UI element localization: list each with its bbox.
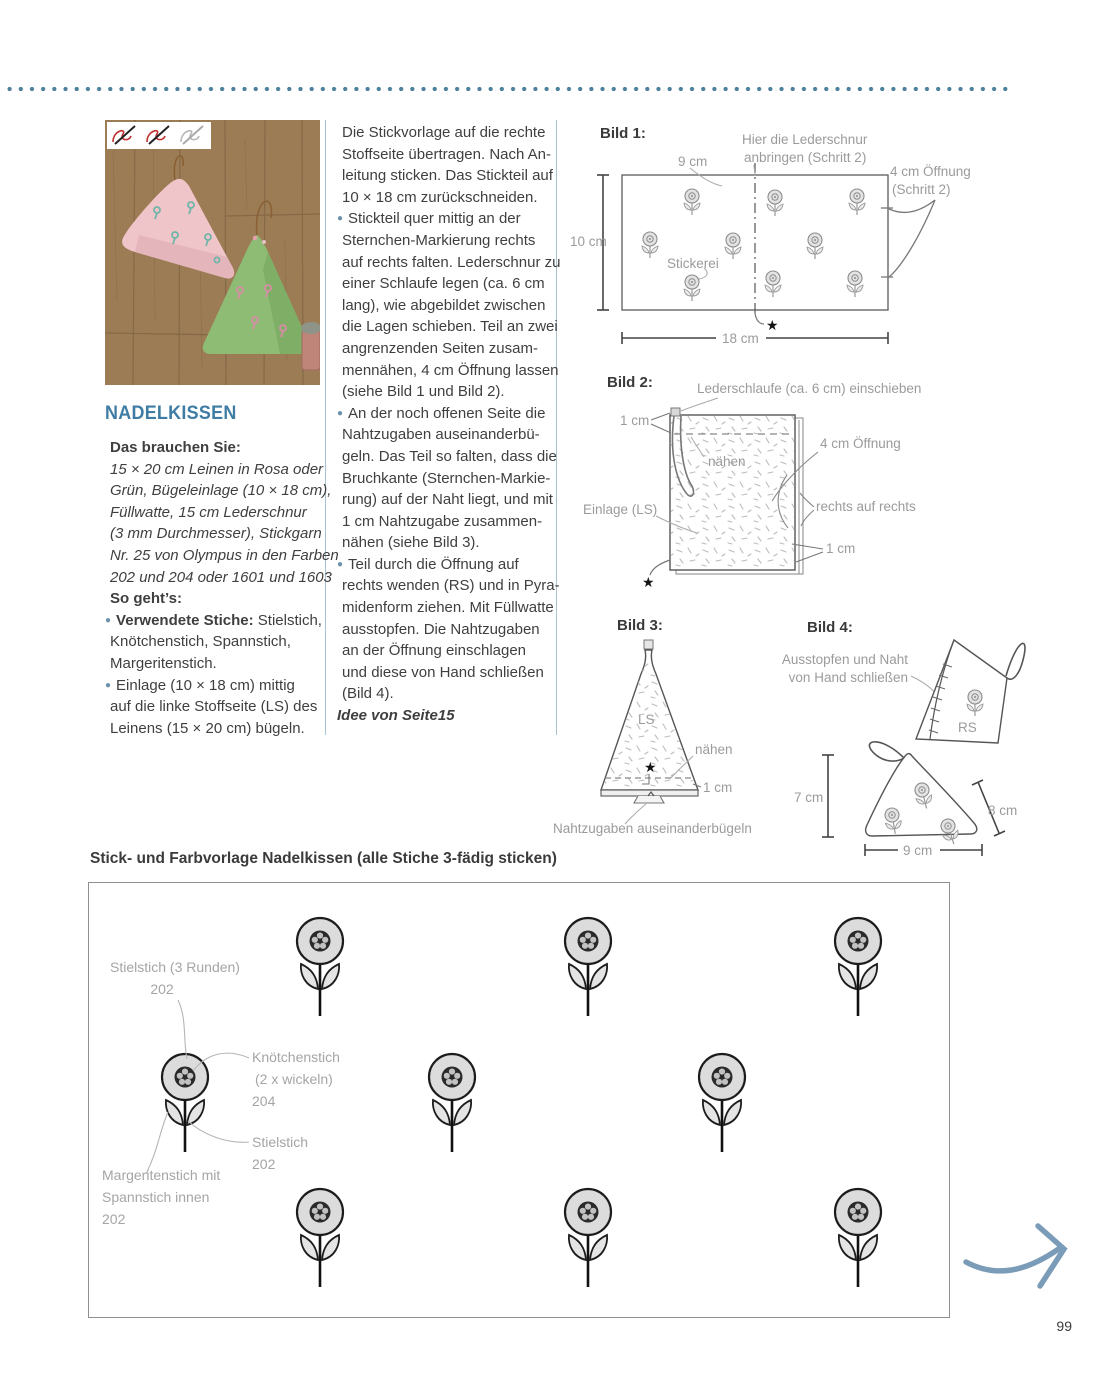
label-knoetchenstich: Knötchenstich bbox=[252, 1049, 340, 1065]
svg-text:Spannstich innen: Spannstich innen bbox=[102, 1189, 210, 1205]
dim-9cm: 9 cm bbox=[678, 154, 708, 169]
text-line: Grün, Bügeleinlage (10 × 18 cm), bbox=[110, 482, 332, 500]
text-line: (3 mm Durchmesser), Stickgarn bbox=[110, 525, 322, 543]
text-line: ● Teil durch die Öffnung auf bbox=[337, 555, 519, 573]
text-line: Die Stickvorlage auf die rechte bbox=[342, 124, 546, 141]
svg-text:202: 202 bbox=[252, 1156, 276, 1172]
text-line: rechts wenden (RS) und in Pyra- bbox=[342, 577, 560, 595]
height-dimension bbox=[822, 755, 834, 837]
bild1-title: Bild 1: bbox=[600, 125, 646, 142]
dim-7cm: 7 cm bbox=[794, 790, 824, 805]
page-number: 99 bbox=[1056, 1318, 1072, 1334]
label-rechts-auf-rechts: rechts auf rechts bbox=[816, 499, 916, 514]
label-nahtzugaben: Nahtzugaben auseinanderbügeln bbox=[553, 821, 752, 836]
text-line: und diese von Hand schließen bbox=[342, 663, 544, 681]
dotted-rule bbox=[4, 86, 1012, 92]
interfacing-texture bbox=[671, 416, 794, 569]
leather-loop bbox=[1006, 643, 1025, 679]
svg-text:202: 202 bbox=[150, 981, 174, 997]
text-line: Nahtzugaben auseinanderbü- bbox=[342, 426, 540, 444]
text-line: Stoffseite übertragen. Nach An- bbox=[342, 145, 552, 163]
dim-10cm: 10 cm bbox=[570, 234, 607, 249]
label-ausstopfen: Ausstopfen und Naht bbox=[781, 652, 908, 667]
label-margeritenstich: Margeritenstich mit bbox=[102, 1167, 221, 1183]
text-line: midenform ziehen. Mit Füllwatte bbox=[342, 599, 554, 617]
credit-line: Idee von Seite15 bbox=[337, 707, 455, 725]
text-line: 15 × 20 cm Leinen in Rosa oder bbox=[110, 460, 324, 478]
label-stickerei: Stickerei bbox=[667, 256, 719, 271]
seam-knot bbox=[644, 640, 653, 649]
text-line: ● Verwendete Stiche: Stielstich, bbox=[105, 611, 322, 629]
label-naehen: nähen bbox=[695, 742, 733, 757]
bild4-title: Bild 4: bbox=[807, 619, 853, 636]
bullet-icon: ● bbox=[105, 679, 112, 691]
instructions-column bbox=[337, 122, 559, 727]
text-line: Nr. 25 von Olympus in den Farben bbox=[110, 546, 339, 564]
text-line: angrenzenden Seiten zusam- bbox=[342, 339, 538, 357]
text-line: mennähen, 4 cm Öffnung lassen bbox=[342, 361, 559, 379]
pattern-border bbox=[89, 883, 950, 1318]
text-line: an der Öffnung einschlagen bbox=[342, 642, 527, 660]
page-turn-arrow bbox=[962, 1222, 1074, 1298]
label-4cm-opening: 4 cm Öffnung bbox=[820, 436, 901, 451]
bullet-icon: ● bbox=[337, 407, 344, 419]
thread-spool bbox=[301, 322, 320, 370]
label-stielstich-3runden: Stielstich (3 Runden) bbox=[110, 959, 240, 975]
text-line: Margeritenstich. bbox=[110, 654, 217, 672]
text-line: Sternchen-Markierung rechts bbox=[342, 231, 536, 249]
article-title: NADELKISSEN bbox=[105, 402, 237, 424]
label-stielstich: Stielstich bbox=[252, 1134, 309, 1150]
text-line: Bruchkante (Sternchen-Markie- bbox=[342, 469, 551, 487]
text-line: Knötchenstich, Spannstich, bbox=[110, 633, 291, 651]
loop-clamp bbox=[671, 408, 680, 416]
text-line: einer Schlaufe legen (ca. 6 cm bbox=[342, 275, 545, 293]
text-line: So geht’s: bbox=[110, 590, 182, 608]
text-line: leitung sticken. Das Stickteil auf bbox=[342, 167, 553, 185]
bild2-title: Bild 2: bbox=[607, 374, 653, 391]
dim-1cm-bottom: 1 cm bbox=[826, 541, 856, 556]
dim-9cm: 9 cm bbox=[903, 843, 933, 858]
diagram-bild2 bbox=[570, 370, 1010, 600]
svg-text:anbringen (Schritt 2): anbringen (Schritt 2) bbox=[744, 150, 867, 165]
svg-text:(Schritt 2): (Schritt 2) bbox=[892, 182, 951, 197]
star-mark: ★ bbox=[642, 574, 655, 590]
text-line: Das brauchen Sie: bbox=[110, 439, 241, 456]
label-lederschnur: Hier die Lederschnur bbox=[742, 132, 868, 147]
photo-pincushions bbox=[105, 120, 320, 385]
text-line: ausstopfen. Die Nahtzugaben bbox=[342, 620, 540, 638]
label-ls: LS bbox=[638, 712, 655, 727]
pressed-open-flaps bbox=[634, 796, 664, 803]
difficulty-icon bbox=[107, 122, 211, 149]
text-line: lang), wie abgebildet zwischen bbox=[342, 296, 546, 314]
text-line: geln. Das Teil so falten, dass die bbox=[342, 447, 557, 465]
bullet-icon: ● bbox=[337, 213, 344, 225]
star-mark: ★ bbox=[766, 317, 779, 333]
text-line: ● An der noch offenen Seite die bbox=[337, 404, 546, 422]
text-line: ● Einlage (10 × 18 cm) mittig bbox=[105, 676, 295, 694]
instruction-lines bbox=[337, 122, 559, 705]
diagram-bild4 bbox=[770, 612, 1100, 870]
diagram-bild1 bbox=[570, 116, 1010, 366]
dim-8cm: 8 cm bbox=[988, 803, 1018, 818]
label-rs: RS bbox=[958, 720, 977, 735]
leather-loop bbox=[869, 742, 904, 761]
svg-text:202: 202 bbox=[102, 1211, 126, 1227]
text-line: nähen (siehe Bild 3). bbox=[342, 534, 480, 552]
text-line: auf die linke Stoffseite (LS) des bbox=[110, 698, 318, 716]
text-line: (Bild 4). bbox=[342, 685, 394, 703]
text-line: 10 × 18 cm zurückschneiden. bbox=[342, 188, 538, 206]
bild3-title: Bild 3: bbox=[617, 617, 663, 634]
svg-text:von Hand schließen: von Hand schließen bbox=[788, 670, 908, 685]
bullet-icon: ● bbox=[105, 614, 112, 626]
label-naehen: nähen bbox=[708, 454, 746, 469]
svg-text:(2 x wickeln): (2 x wickeln) bbox=[255, 1071, 333, 1087]
embroidery-pattern-box bbox=[88, 882, 950, 1318]
label-einlage: Einlage (LS) bbox=[583, 502, 658, 517]
svg-text:204: 204 bbox=[252, 1093, 276, 1109]
text-line: 1 cm Nahtzugabe zusammen- bbox=[342, 512, 543, 530]
text-line: rung) auf der Naht liegt, und mit bbox=[342, 491, 553, 509]
text-line: (siehe Bild 1 und Bild 2). bbox=[342, 383, 505, 401]
materials-column bbox=[105, 437, 339, 739]
star-mark: ★ bbox=[644, 759, 657, 775]
dim-1cm: 1 cm bbox=[703, 780, 733, 795]
bullet-icon: ● bbox=[337, 558, 344, 570]
label-lederschlaufe: Lederschlaufe (ca. 6 cm) einschieben bbox=[697, 381, 922, 396]
text-line: die Lagen schieben. Teil an zwei bbox=[342, 318, 558, 336]
text-line: ● Stickteil quer mittig an der bbox=[337, 210, 521, 228]
materials-lines bbox=[105, 437, 339, 739]
dim-1cm-top: 1 cm bbox=[620, 413, 650, 428]
dim-18cm: 18 cm bbox=[722, 331, 759, 346]
pattern-heading: Stick- und Farbvorlage Nadelkissen (alle Stiche 3-fädig sticken) bbox=[90, 850, 557, 867]
label-4cm-opening: 4 cm Öffnung bbox=[890, 164, 971, 179]
text-line: 202 und 204 oder 1601 und 1603 bbox=[110, 568, 332, 586]
text-line: auf rechts falten. Lederschnur zu bbox=[342, 253, 561, 271]
text-line: Füllwatte, 15 cm Lederschnur bbox=[110, 503, 307, 521]
text-line: Leinens (15 × 20 cm) bügeln. bbox=[110, 719, 305, 737]
